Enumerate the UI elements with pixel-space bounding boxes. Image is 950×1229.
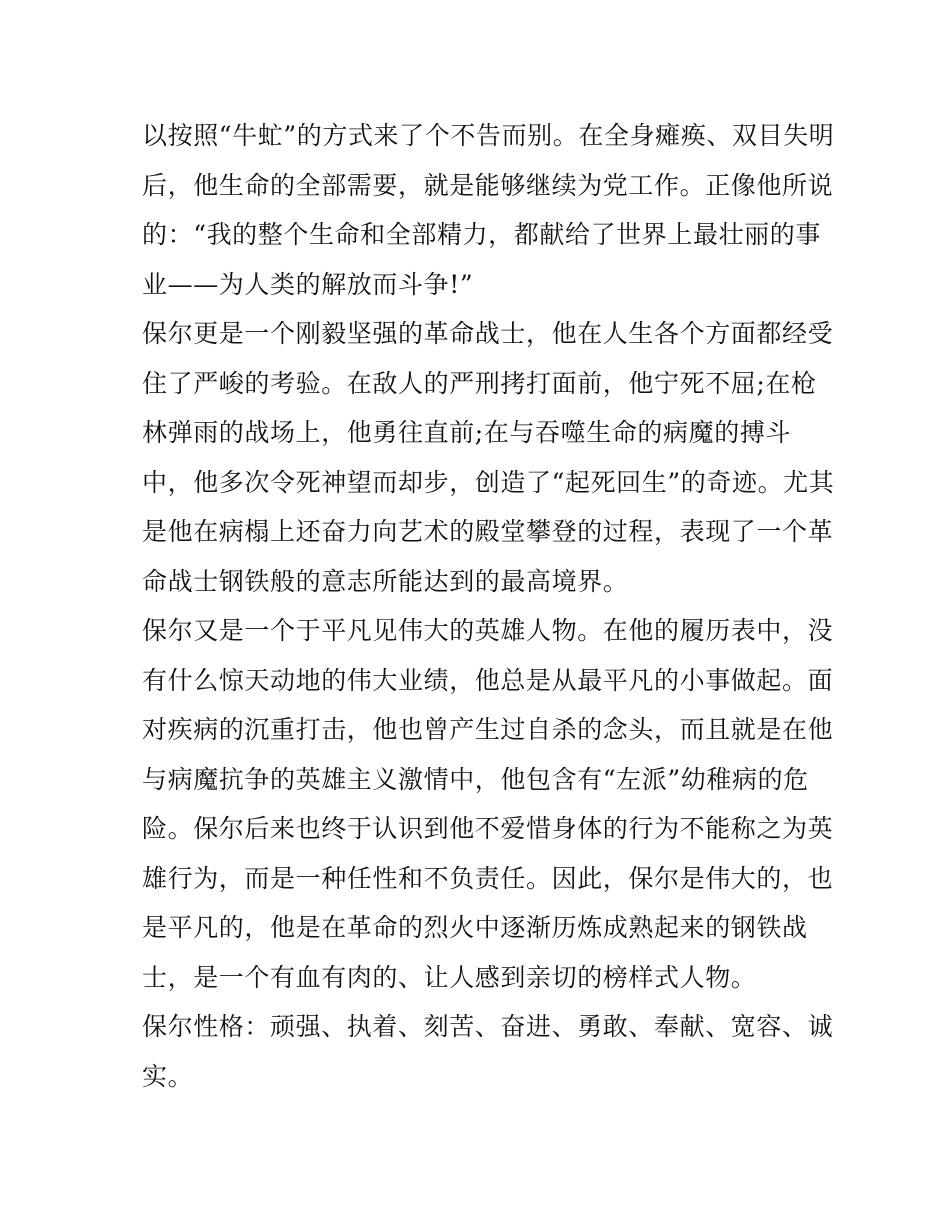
- text-line: 保尔性格：顽强、执着、刻苦、奋进、勇敢、奉献、宽容、诚: [142, 1012, 834, 1041]
- text-line: 后，他生命的全部需要，就是能够继续为党工作。正像他所说: [142, 170, 834, 200]
- text-line: 业——为人类的解放而斗争!”: [142, 269, 474, 299]
- text-line: 士，是一个有血有肉的、让人感到亲切的榜样式人物。: [142, 962, 757, 992]
- body-text: [142, 111, 835, 1101]
- text-line: 林弹雨的战场上，他勇往直前;在与吞噬生命的病魔的搏斗: [142, 418, 792, 447]
- text-line: 以按照“牛虻”的方式来了个不告而别。在全身瘫痪、双目失明: [142, 121, 835, 150]
- text-line: 命战士钢铁般的意志所能达到的最高境界。: [142, 566, 629, 596]
- text-line: 的：“我的整个生命和全部精力，都献给了世界上最壮丽的事: [142, 220, 821, 249]
- text-line: 有什么惊天动地的伟大业绩，他总是从最平凡的小事做起。面: [142, 665, 834, 695]
- text-line: 住了严峻的考验。在敌人的严刑拷打面前，他宁死不屈;在枪: [142, 368, 817, 398]
- text-line: 实。: [142, 1061, 194, 1091]
- text-line: 是他在病榻上还奋力向艺术的殿堂攀登的过程，表现了一个革: [142, 517, 834, 546]
- text-line: 险。保尔后来也终于认识到他不爱惜身体的行为不能称之为英: [142, 814, 834, 843]
- text-line: 与病魔抗争的英雄主义激情中，他包含有“左派”幼稚病的危: [142, 764, 809, 794]
- text-line: 保尔更是一个刚毅坚强的革命战士，他在人生各个方面都经受: [142, 319, 834, 348]
- text-line: 对疾病的沉重打击，他也曾产生过自杀的念头，而且就是在他: [142, 715, 834, 744]
- text-line: 保尔又是一个于平凡见伟大的英雄人物。在他的履历表中，没: [142, 616, 834, 645]
- text-line: 是平凡的，他是在革命的烈火中逐渐历炼成熟起来的钢铁战: [142, 913, 808, 942]
- text-line: 中，他多次令死神望而却步，创造了“起死回生”的奇迹。尤其: [142, 467, 835, 497]
- text-line: 雄行为，而是一种任性和不负责任。因此，保尔是伟大的，也: [142, 863, 834, 893]
